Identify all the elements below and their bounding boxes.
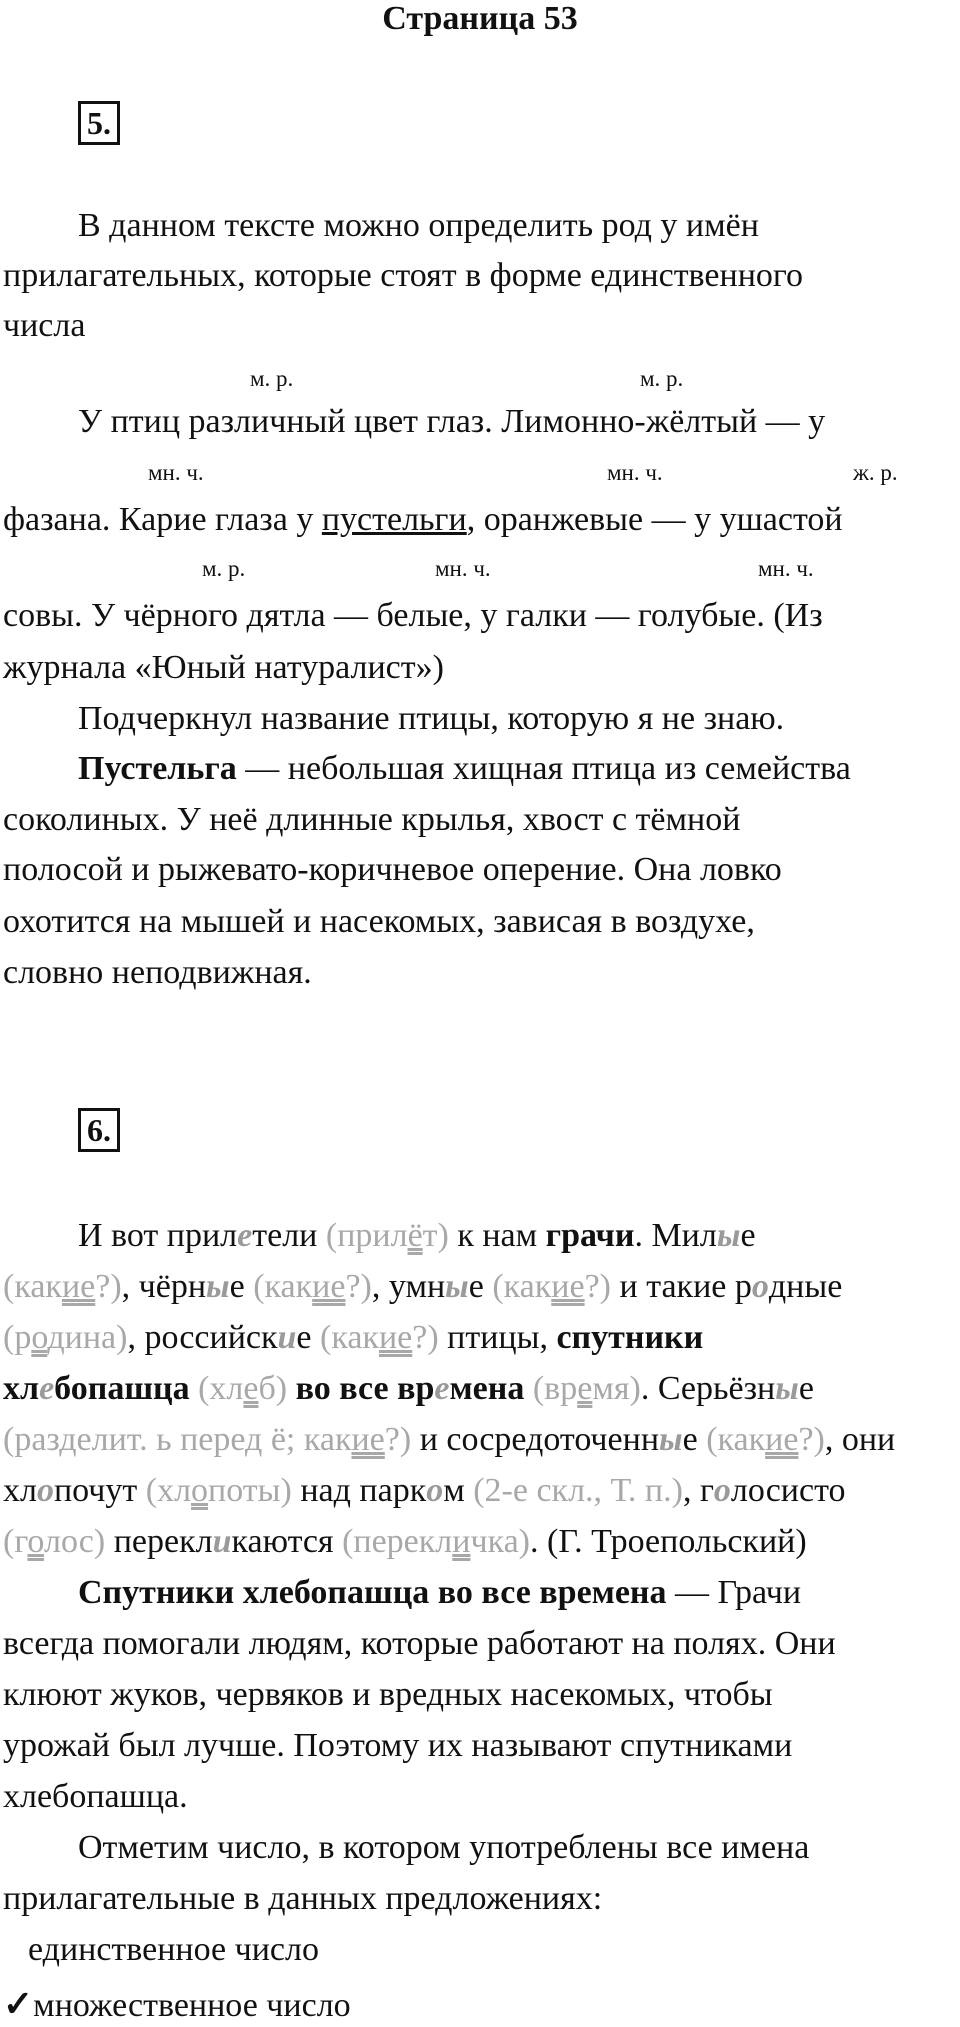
definition-term: Спутники хлебопашца во все времена — [78, 1574, 667, 1611]
check-icon: ✓ — [3, 1984, 34, 2024]
question-line: Отметим число, в котором употреблены все имена — [78, 1829, 810, 1866]
annotation: ж. р. — [853, 460, 898, 485]
definition-line: словно неподвижная. — [3, 954, 312, 991]
text-line: хлопочут (хлопоты) над парком (2-е скл., Т. п.), голосисто — [3, 1472, 846, 1509]
definition-line: Спутники хлебопашца во все времена — Грачи — [78, 1574, 802, 1611]
definition-line: полосой и рыжевато-коричневое оперение. Она ловко — [3, 851, 782, 888]
annotation: м. р. — [640, 366, 684, 391]
task5-intro-1: В данном тексте можно определить род у имён — [78, 207, 759, 244]
text-line: (родина), российские (какие?) птицы, спутники — [3, 1319, 704, 1356]
text-line: Подчеркнул название птицы, которую я не знаю. — [78, 700, 785, 737]
task-number-5: 5. — [78, 101, 120, 145]
text-line: (какие?), чёрные (какие?), умные (какие?) и такие родные — [3, 1268, 843, 1305]
text-line: И вот прилетели (прилёт) к нам грачи. Милые — [78, 1217, 756, 1254]
underlined-word: пустельги — [321, 501, 467, 538]
definition-line: клюют жуков, червяков и вредных насекомых, чтобы — [3, 1676, 773, 1713]
text-line: журнала «Юный натуралист») — [3, 649, 444, 686]
definition-line: Пустельга — небольшая хищная птица из семейства — [78, 750, 851, 787]
annotation: мн. ч. — [758, 556, 814, 581]
annotation: м. р. — [202, 556, 246, 581]
option-singular: единственное число — [28, 1931, 319, 1968]
annotation: мн. ч. — [148, 460, 204, 485]
definition-line: всегда помогали людям, которые работают на полях. Они — [3, 1625, 836, 1662]
annotation: мн. ч. — [435, 556, 491, 581]
page-title: Страница 53 — [382, 0, 578, 37]
annotation: м. р. — [250, 366, 294, 391]
definition-line: охотится на мышей и насекомых, зависая в воздухе, — [3, 903, 755, 940]
definition-line: соколиных. У неё длинные крылья, хвост с тёмной — [3, 801, 741, 838]
definition-line: хлебопашца. — [3, 1778, 188, 1815]
task5-intro-3: числа — [3, 307, 86, 344]
text-line: фазана. Карие глаза у пустельги, оранжевые — у ушастой — [3, 501, 843, 538]
text-line: (голос) перекликаются (перекличка). (Г. Троепольский) — [3, 1523, 807, 1560]
text-line: (разделит. ь перед ё; какие?) и сосредоточенные (какие?), они — [3, 1421, 896, 1458]
question-line: прилагательные в данных предложениях: — [3, 1880, 603, 1917]
option-plural: ✓множественное число — [3, 1984, 351, 2024]
annotation: мн. ч. — [607, 460, 663, 485]
text-line: хлебопашца (хлеб) во все времена (время). Серьёзные — [3, 1370, 814, 1407]
definition-line: урожай был лучше. Поэтому их называют спутниками — [3, 1727, 793, 1764]
task-number-6: 6. — [78, 1108, 120, 1152]
text-line: У птиц различный цвет глаз. Лимонно-жёлтый — у — [78, 403, 826, 440]
text-line: совы. У чёрного дятла — белые, у галки — голубые. (Из — [3, 597, 823, 634]
definition-term: Пустельга — [78, 750, 237, 787]
task5-intro-2: прилагательных, которые стоят в форме единственного — [3, 257, 803, 294]
